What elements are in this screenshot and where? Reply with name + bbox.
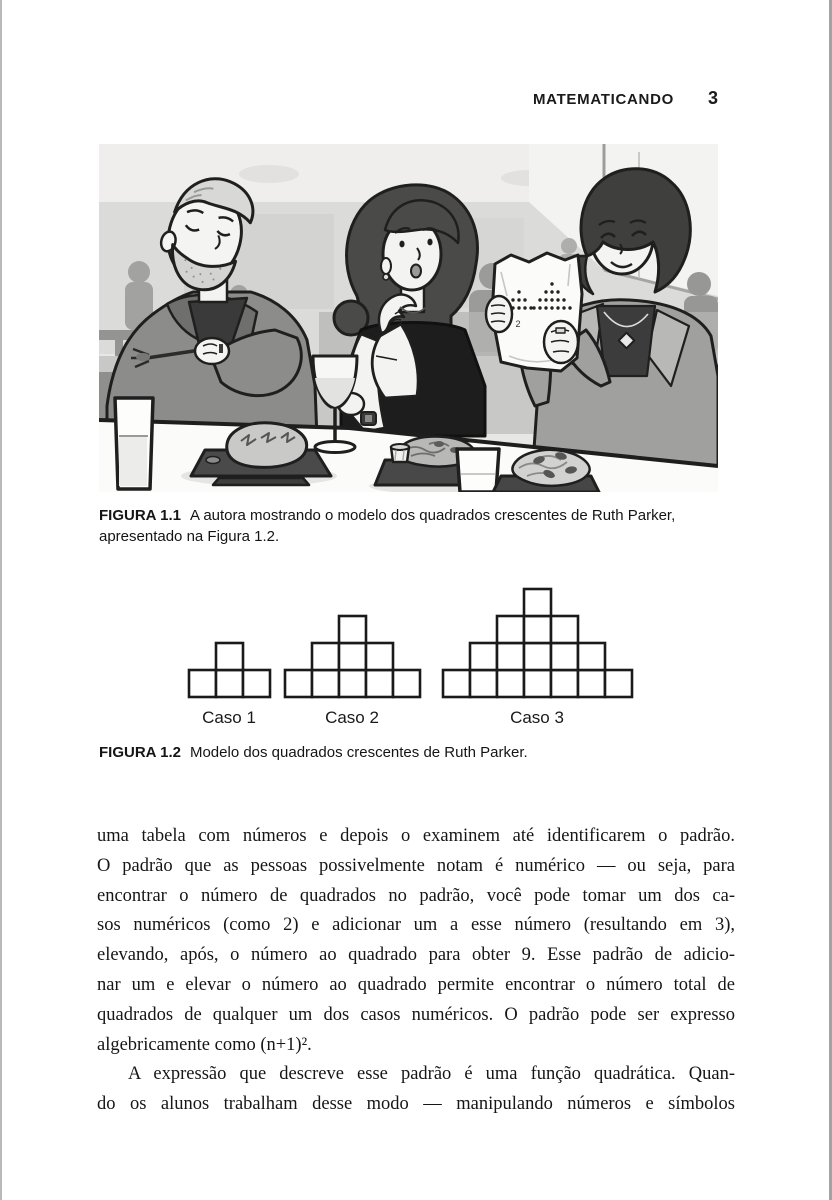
figure-1-2-caption [99,742,735,763]
woman1-eye [427,239,432,246]
case-1-label: Caso 1 [202,708,256,727]
garnish [206,457,220,464]
water-in-glass [119,436,147,486]
figure-1-1-caption [99,505,735,547]
growing-squares-diagram [0,580,832,740]
water-glass-middle [457,449,499,492]
case-2-label: Caso 2 [325,708,379,727]
body-text-line: uma tabela com números e depois o examinem até identificarem o padrão. [97,826,735,846]
growing-squares-case-2 [285,616,420,697]
watch-face [365,415,372,422]
man-hand [195,338,229,364]
ceiling-light [239,165,299,183]
body-text [97,822,735,1120]
ring [556,328,565,333]
plate-base [213,478,309,485]
figure-1-1-caption-label: FIGURA 1.1 [99,507,181,524]
body-text-line: nar um e elevar o número ao quadrado permite encontrar o número total de [97,974,735,995]
wine-glass-foot [315,442,355,453]
body-text-line: sos numéricos (como 2) e adicionar um a esse número (resultando em 3), [97,915,735,936]
woman2-left-hand [486,296,512,332]
woman2-right-hand [544,321,578,363]
body-text-line: encontrar o número de quadrados no padrão, você pode tomar um dos ca- [97,885,735,906]
fork-food [136,353,150,361]
figure-1-1-caption-text: A autora mostrando o modelo dos quadrados crescentes de Ruth Parker, apresentado na Figura 1.2. [99,507,676,545]
running-title: MATEMATICANDO [532,91,674,108]
earring [383,274,389,280]
figure-1-2-caption-label: FIGURA 1.2 [99,744,181,761]
flatbread [227,423,307,468]
body-text-line: A expressão que descreve esse padrão é uma função quadrática. Quan- [128,1064,735,1085]
restaurant-illustration-svg [99,144,718,492]
body-text-line: do os alunos trabalham desse modo — manipulando números e símbolos [97,1094,735,1115]
body-text-line: algebricamente como (n+1)². [97,1034,312,1055]
restaurant-illustration [99,144,718,492]
napkin-case-number: 2 [515,319,521,329]
growing-squares-case-3 [443,589,632,697]
ring [219,344,223,353]
dip-cup-rim [391,444,409,450]
case-3-label: Caso 3 [510,708,564,727]
body-text-line: quadrados de qualquer um dos casos numéricos. O padrão pode ser expresso [97,1004,735,1025]
figure-1-2-caption-text: Modelo dos quadrados crescentes de Ruth Parker. [189,744,528,761]
growing-squares-case-1 [189,643,270,697]
page-number: 3 [707,88,718,108]
woman1-ear [381,258,391,274]
woman1-mouth [411,265,421,278]
woman1-eye [399,241,404,248]
body-text-line: elevando, após, o número ao quadrado para obter 9. Esse padrão de adicio- [97,945,735,966]
page-header [533,88,718,109]
body-text-line: O padrão que as pessoas possivelmente notam é numérico — ou seja, para [97,855,735,876]
